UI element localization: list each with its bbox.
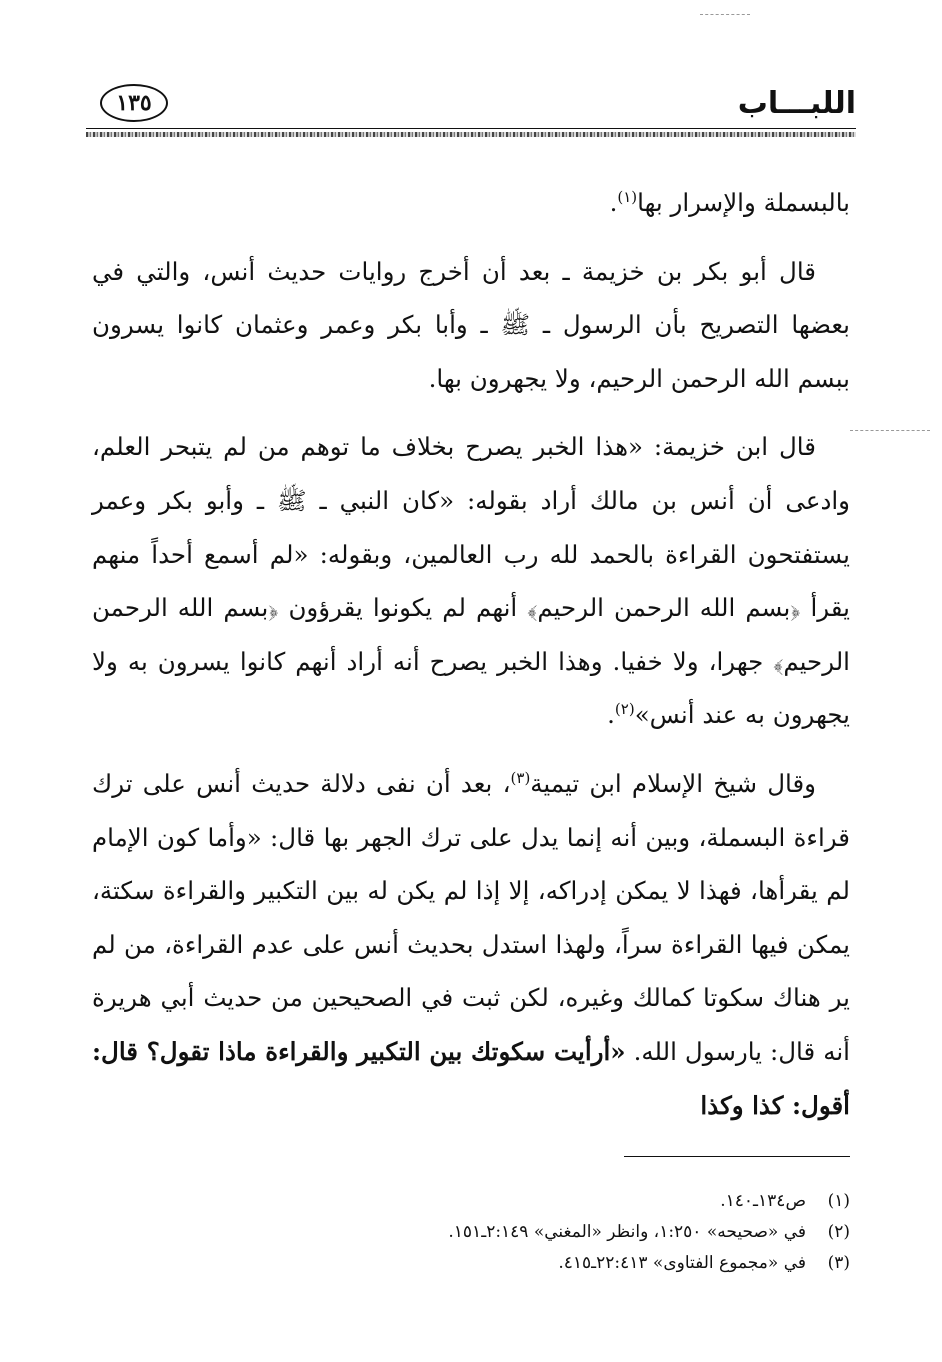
- running-title: اللبـــاب: [737, 86, 856, 121]
- page-header: [86, 82, 856, 130]
- scan-artifact: [700, 14, 750, 15]
- bold-quote: «أرأيت سكوتك بين التكبير والقراءة ماذا تقول؟ قال: أقول: كذا وكذا: [92, 1036, 850, 1120]
- scan-artifact: [850, 430, 930, 431]
- footnote-marker: (٢): [827, 1222, 850, 1242]
- header-rule: [86, 128, 856, 129]
- footnote-text: ص١٣٤ـ١٤٠.: [720, 1191, 806, 1211]
- footnote-rule: [624, 1156, 850, 1157]
- footnote-marker: (١): [827, 1191, 850, 1211]
- footnote-text: في «صحيحه» ١:٢٥٠، وانظر «المغني» ٢:١٤٩ـ١٥١.: [448, 1222, 806, 1242]
- footnote: [92, 1186, 850, 1217]
- body-text: [92, 176, 850, 1147]
- paragraph-text: قال أبو بكر بن خزيمة ـ بعد أن أخرج روايات حديث أنس، والتي في بعضها التصريح بأن الرسول ـ ﷺ ـ وأبا بكر وعمر وعثمان كانوا يسرون ببسم الله الرحمن الرحيم، ولا يجهرون بها.: [92, 256, 850, 393]
- footnote: [92, 1217, 850, 1248]
- paragraph-text: بالبسملة والإسرار بها: [637, 188, 850, 217]
- paragraph-text: قال ابن خزيمة: «هذا الخبر يصرح بخلاف ما توهم من لم يتبحر العلم، وادعى أن أنس بن مالك أراد بقوله: «كان النبي ـ ﷺ ـ وأبو بكر وعمر يستفتحون القراءة بالحمد لله رب العالمين، وبقوله: «لم أسمع أحداً منهم يقرأ ﴿بسم الله الرحمن الرحيم﴾ أنهم لم يكونوا يقرؤون ﴿بسم الله الرحمن الرحيم﴾ جهرا، ولا خفيا. وهذا الخبر يصرح أنه أراد أنهم كانوا يسرون به ولا يجهرون به عند أنس»: [92, 432, 850, 730]
- header-ornament: [86, 132, 856, 137]
- paragraph-text: وقال شيخ الإسلام ابن تيمية: [530, 768, 816, 798]
- paragraph: وقال شيخ الإسلام ابن تيمية$^{(٣)}$، بعد أن نفى دلالة حديث أنس على ترك قراءة البسملة، وبين أنه إنما يدل على ترك الجهر بها قال: «وأما كون الإمام لم يقرأها، فهذا لا يمكن إدراكه، إلا إذا لم يكن له بين التكبير والقراءة سكتة، يمكن فيها القراءة سراً، ولهذا استدل بحديث أنس على عدم القراءة، من لم ير هناك سكوتا كمالك وغيره، لكن ثبت في الصحيحين من حديث أبي هريرة أنه قال: يارسول الله. «أرأيت سكوتك بين التكبير والقراءة ماذا تقول؟ قال: أقول: كذا وكذا: [92, 768, 850, 1120]
- paragraph: بالبسملة والإسرار بها$^{(١)}$.: [609, 187, 850, 217]
- footnote-marker: (٣): [827, 1253, 850, 1273]
- paragraph: [92, 245, 850, 406]
- footnote-text: في «مجموع الفتاوى» ٢٢:٤١٣ـ٤١٥.: [558, 1253, 806, 1273]
- footnote: [92, 1248, 850, 1279]
- footnote-ref: (٣): [510, 768, 531, 787]
- footnotes: [92, 1186, 850, 1279]
- paragraph: قال ابن خزيمة: «هذا الخبر يصرح بخلاف ما توهم من لم يتبحر العلم، وادعى أن أنس بن مالك أراد بقوله: «كان النبي ـ ﷺ ـ وأبو بكر وعمر يستفتحون القراءة بالحمد لله رب العالمين، وبقوله: «لم أسمع أحداً منهم يقرأ ﴿بسم الله الرحمن الرحيم﴾ أنهم لم يكونوا يقرؤون ﴿بسم الله الرحمن الرحيم﴾ جهرا، ولا خفيا. وهذا الخبر يصرح أنه أراد أنهم كانوا يسرون به ولا يجهرون به عند أنس»$^{(٢)}$.: [92, 432, 850, 730]
- footnote-ref: (٢): [614, 700, 635, 719]
- footnote-ref: (١): [617, 187, 638, 206]
- page-number: ١٣٥: [100, 84, 168, 122]
